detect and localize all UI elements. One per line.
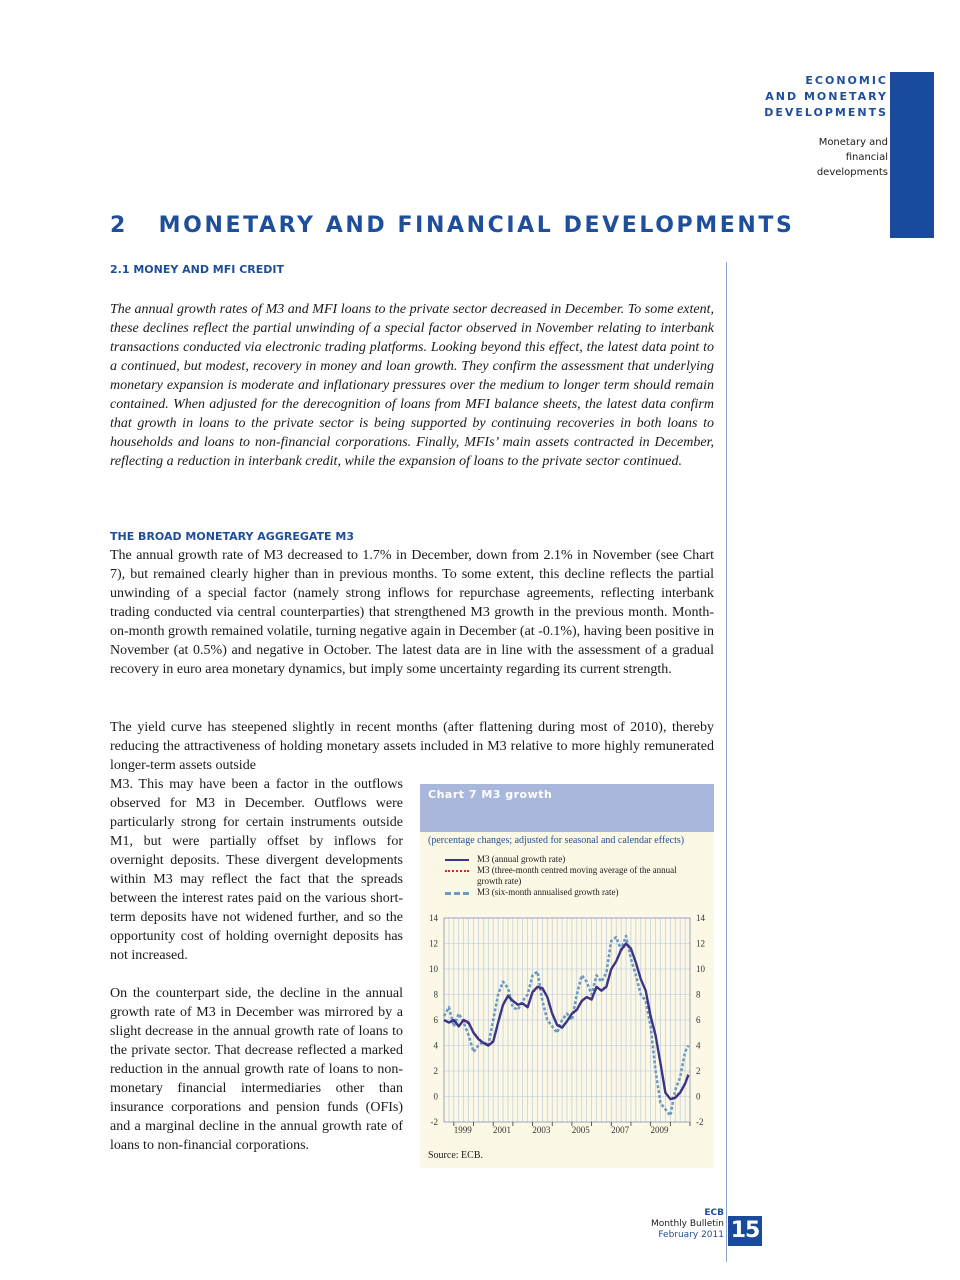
legend-label: M3 (annual growth rate) xyxy=(477,854,566,864)
y-tick-label-left: 14 xyxy=(429,913,438,923)
x-tick-label: 2007 xyxy=(611,1125,630,1135)
section-line: ECONOMIC xyxy=(805,74,888,87)
x-tick-label: 2001 xyxy=(493,1125,512,1135)
y-tick-label-left: 12 xyxy=(429,938,438,949)
section-subtitle: 2.1 MONEY AND MFI CREDIT xyxy=(110,263,284,276)
intro-paragraph: The annual growth rates of M3 and MFI loans to the private sector decreased in December. To some extent, these declines reflect the partial unwinding of a special factor observed in November relating to interbank transactions conducted via electronic trading platforms. Looking beyond this effect, the latest data point to a continued, but modest, recovery in money and loan growth. They confirm the assessment that underlying monetary expansion is moderate and inflationary pressures over the medium to longer term should remain contained. When adjusted for the derecognition of loans from MFI balance sheets, the latest data confirm that growth in loans to the private sector is being supported by continuing recoveries in both loans to households and loans to non-financial corporations. Finally, MFIs’ main assets contracted in December, reflecting a reduction in interbank credit, while the expansion of loans to the private sector continued. xyxy=(110,302,714,469)
x-tick-label: 2009 xyxy=(650,1125,669,1135)
paragraph-2-top: The yield curve has steepened slightly in recent months (after flattening during most of 2010), thereby reducing the attractiveness of holding monetary assets included in M3 relative to more highly remunerated longer-term assets outside xyxy=(110,720,714,773)
page-number: 15 xyxy=(728,1216,762,1246)
x-tick-label: 1999 xyxy=(453,1125,472,1135)
legend-label: M3 (three-month centred moving average of the annual growth rate) xyxy=(477,865,677,886)
chart-7 xyxy=(420,784,714,1168)
y-tick-label-right: 8 xyxy=(696,989,701,1000)
subsection-line: Monetary and xyxy=(818,137,888,148)
y-tick-label-right: 4 xyxy=(696,1040,701,1051)
page-title: 2 MONETARY AND FINANCIAL DEVELOPMENTS xyxy=(110,213,795,238)
section-line: DEVELOPMENTS xyxy=(764,106,888,119)
subsection-line: developments xyxy=(816,167,888,178)
paragraph-1: The annual growth rate of M3 decreased to 1.7% in December, down from 2.1% in November (see Chart 7), but remained clearly higher than in previous months. To some extent, this decline reflects the partial unwinding of a special factor (namely strong inflows for repurchase agreements, reflecting interbank trading conducted via central counterparties) that strengthened M3 growth in the previous month. Month-on-month growth remained volatile, turning negative again in December (at -0.1%), having been positive in November (at 0.5%) and negative in October. The latest data are in line with the assessment of a gradual recovery in euro area monetary dynamics, but imply some uncertainty regarding its current strength. xyxy=(110,548,714,677)
y-tick-label-left: -2 xyxy=(430,1117,438,1127)
chart-plot xyxy=(420,784,714,1168)
subsection-header xyxy=(817,135,888,180)
series-line-solid xyxy=(444,944,688,1100)
chart-subtitle: (percentage changes; adjusted for seasonal and calendar effects) xyxy=(428,835,685,846)
chart-source: Source: ECB. xyxy=(428,1150,483,1161)
section-header xyxy=(764,73,888,121)
y-tick-label-left: 4 xyxy=(433,1040,438,1051)
x-tick-label: 2005 xyxy=(571,1125,590,1135)
y-tick-label-left: 6 xyxy=(433,1015,438,1025)
paragraph-2-column: M3. This may have been a factor in the outflows observed for M3 in December. Outflows were particularly strong for certain instruments outside M1, but were partially offset by inflows for overnight deposits. These divergent developments within M3 may reflect the fact that the spreads between the interest rates paid on the various short-term deposits have not widened further, and so the opportunity cost of holding overnight deposits has not increased. xyxy=(110,777,403,963)
section-tab xyxy=(890,72,934,238)
chart-title: Chart 7 M3 growth xyxy=(428,788,553,801)
y-tick-label-right: 2 xyxy=(696,1066,701,1076)
paragraph-3: On the counterpart side, the decline in the annual growth rate of M3 in December was mirrored by a slight decrease in the annual growth rate of loans to the private sector. That decrease reflected a marked reduction in the annual growth rate of loans to non-monetary financial intermediaries other than insurance corporations and pension funds (OFIs) and a marginal decline in the annual growth rate of loans to non-financial corporations. xyxy=(110,986,403,1153)
y-tick-label-left: 0 xyxy=(433,1091,438,1102)
subsection-line: financial xyxy=(845,152,888,163)
y-tick-label-left: 10 xyxy=(429,964,438,974)
legend-label: M3 (six-month annualised growth rate) xyxy=(477,887,619,897)
series-line-dashed xyxy=(444,936,688,1116)
y-tick-label-right: 12 xyxy=(696,938,705,949)
section-line: AND MONETARY xyxy=(765,90,888,103)
page-footer xyxy=(651,1208,724,1241)
footer-date: February 2011 xyxy=(658,1230,724,1240)
y-tick-label-left: 8 xyxy=(433,989,438,1000)
column-rule xyxy=(726,262,727,1262)
y-tick-label-right: 0 xyxy=(696,1091,701,1102)
y-tick-label-right: 10 xyxy=(696,964,705,974)
m3-heading: THE BROAD MONETARY AGGREGATE M3 xyxy=(110,530,354,543)
footer-publication: Monthly Bulletin xyxy=(650,1219,724,1229)
y-tick-label-left: 2 xyxy=(433,1066,438,1076)
x-tick-label: 2003 xyxy=(532,1125,551,1135)
y-tick-label-right: 6 xyxy=(696,1015,701,1025)
y-tick-label-right: -2 xyxy=(696,1117,704,1127)
footer-ecb: ECB xyxy=(704,1208,724,1218)
y-tick-label-right: 14 xyxy=(696,913,705,923)
